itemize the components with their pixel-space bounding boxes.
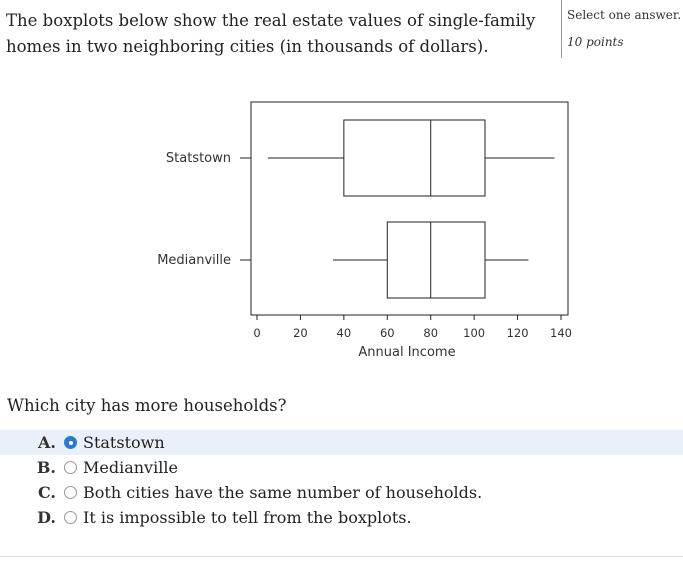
radio-button[interactable] <box>64 436 77 449</box>
answer-choices <box>0 430 683 530</box>
x-tick-label: 120 <box>506 326 529 340</box>
radio-button[interactable] <box>64 486 77 499</box>
iqr-box <box>344 120 485 196</box>
radio-button[interactable] <box>64 511 77 524</box>
choice-d[interactable] <box>0 505 683 530</box>
radio-button[interactable] <box>64 461 77 474</box>
choice-a[interactable] <box>0 430 683 455</box>
x-tick-label: 60 <box>379 326 395 340</box>
category-label: Statstown <box>165 151 231 166</box>
choice-letter: B. <box>36 458 56 477</box>
x-tick-label: 140 <box>550 326 572 340</box>
question-stem: The boxplots below show the real estate values of single-family homes in two neighboring cities (in thousands of dollars). <box>6 11 536 56</box>
choice-letter: D. <box>37 508 56 527</box>
boxplot-medianville <box>157 222 528 298</box>
x-tick-label: 40 <box>336 326 352 340</box>
choice-letter: A. <box>38 433 56 452</box>
instruction-text: Select one answer. <box>567 8 682 22</box>
choice-label: Statstown <box>83 433 165 452</box>
x-tick-label: 0 <box>253 326 261 340</box>
choice-label: Both cities have the same number of households. <box>83 483 483 502</box>
choice-label: It is impossible to tell from the boxplots. <box>83 508 412 527</box>
x-tick-label: 80 <box>423 326 439 340</box>
choice-c[interactable] <box>0 480 683 505</box>
choice-letter: C. <box>37 483 56 502</box>
choice-b[interactable] <box>0 455 683 480</box>
x-tick-label: 20 <box>293 326 308 340</box>
category-label: Medianville <box>157 253 231 268</box>
iqr-box <box>387 222 485 298</box>
x-axis-label: Annual Income <box>358 345 456 360</box>
choice-label: Medianville <box>83 458 178 477</box>
x-tick-label: 100 <box>463 326 486 340</box>
boxplot-statstown <box>166 120 555 196</box>
divider <box>0 556 683 557</box>
points-label: 10 points <box>567 35 624 49</box>
question-prompt: Which city has more households? <box>7 396 287 415</box>
